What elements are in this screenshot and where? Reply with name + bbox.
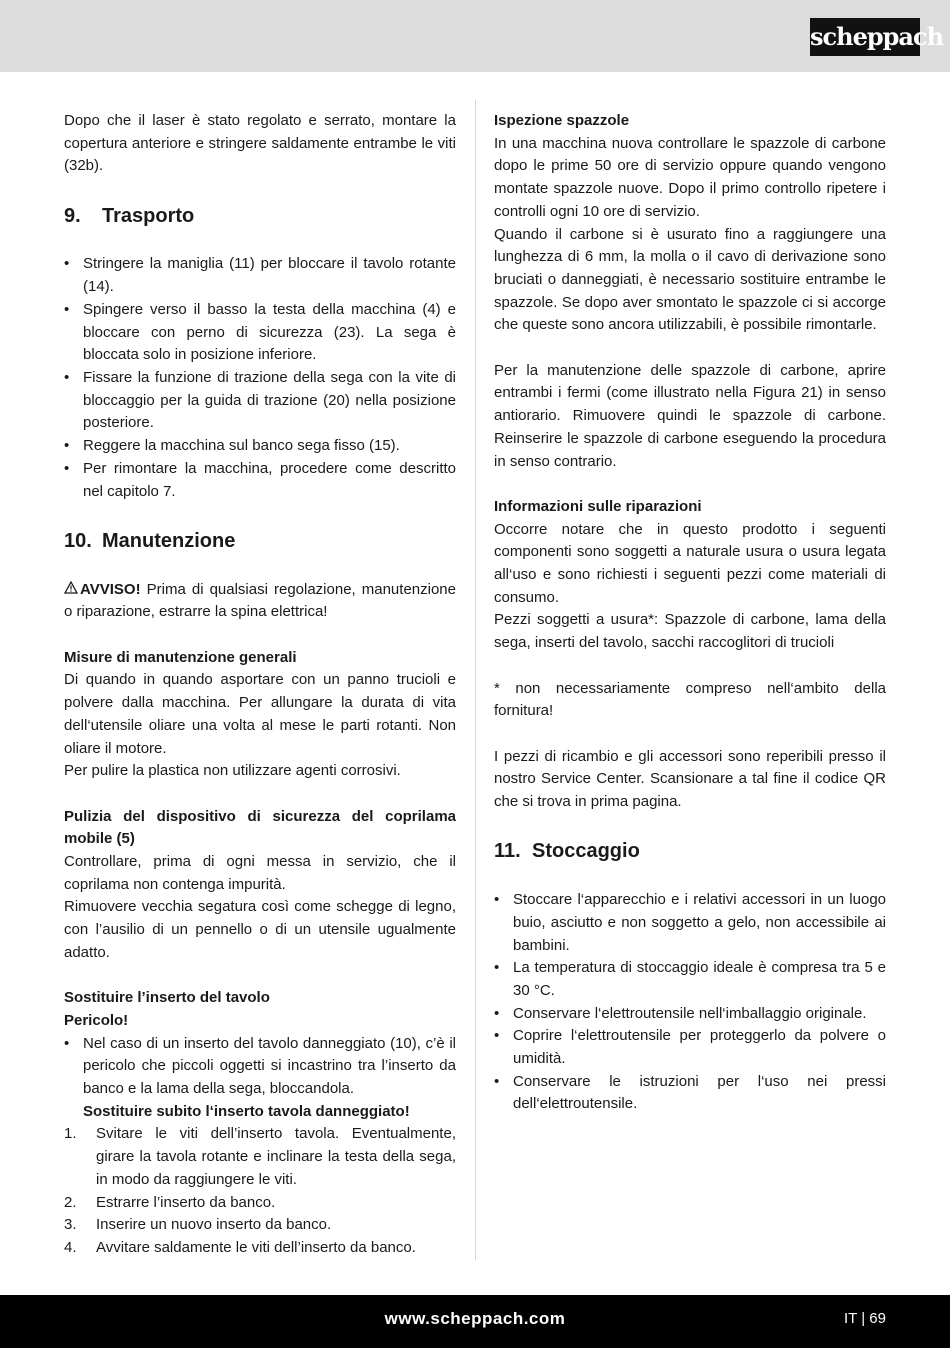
- list-item: • Spingere verso il basso la testa della macchina (4) e bloccare con perno di sicurezza (23). La sega è bloccata solo in posizione inferiore.: [64, 300, 456, 364]
- footer-bar: [0, 1295, 950, 1348]
- danger-label: Pericolo!: [64, 1011, 129, 1029]
- guard-cleaning-text: Controllare, prima di ogni messa in servizio, che il coprilama non contenga impurità.: [64, 853, 456, 893]
- repair-info-title: Informazioni sulle riparazioni: [494, 497, 702, 515]
- list-item: 3. Inserire un nuovo inserto da banco.: [64, 1216, 332, 1234]
- list-item: • Per rimontare la macchina, procedere come descritto nel capitolo 7.: [64, 459, 456, 500]
- list-item: 2. Estrarre l’inserto da banco.: [64, 1193, 276, 1211]
- footer-url: www.scheppach.com: [384, 1309, 566, 1328]
- brush-inspection-text-2: Quando il carbone si è usurato fino a raggiungere una lunghezza di 6 mm, la molla o il cavo di derivazione sono bruciati o danneggiati, è necessario sostituire entrambe le spazzole. Se dopo aver smontato le spazzole ci si accorge che queste sono ancora utilizzabili, è possibile rimontarle.: [494, 225, 886, 334]
- brush-maintenance-text: Per la manutenzione delle spazzole di carbone, aprire entrambi i fermi (come illustrato nella Figura 21) in senso antiorario. Rimuovere quindi le spazzole di carbone. Reinserire le spazzole di carbone eseguendo la procedura in senso contrario.: [494, 361, 886, 470]
- repair-info-text: Occorre notare che in questo prodotto i seguenti componenti sono soggetti a naturale usura o usura legata all‘uso e sono richiesti i seguenti pezzi come materiali di consumo.: [494, 520, 886, 606]
- table-insert-title: Sostituire l’inserto del tavolo: [64, 989, 270, 1007]
- section-heading-maintenance: 10. Manutenzione: [64, 529, 236, 552]
- section-heading-transport: 9. Trasporto: [64, 204, 195, 227]
- warning-triangle-icon: [64, 579, 80, 602]
- column-divider: [475, 100, 476, 1260]
- insert-steps-list: [64, 1123, 456, 1259]
- list-item: 4. Avvitare saldamente le viti dell’inserto da banco.: [64, 1238, 416, 1256]
- list-item: • Reggere la macchina sul banco sega fisso (15).: [64, 437, 400, 455]
- list-item: • Fissare la funzione di trazione della sega con la vite di bloccaggio per la guida di trazione (20) nella posizione posteriore.: [64, 369, 456, 432]
- general-maintenance-text-2: Per pulire la plastica non utilizzare agenti corrosivi.: [64, 762, 401, 780]
- brand-logo: scheppach: [810, 18, 920, 56]
- guard-cleaning-text-2: Rimuovere vecchia segatura così come schegge di legno, con l’ausilio di un pennello o di un utensile ugualmente adatto.: [64, 898, 456, 961]
- list-item: • Stringere la maniglia (11) per bloccare il tavolo rotante (14).: [64, 255, 456, 296]
- intro-paragraph: Dopo che il laser è stato regolato e serrato, montare la copertura anteriore e stringere saldamente entrambe le viti (32b).: [64, 112, 456, 175]
- transport-list: [64, 253, 456, 503]
- left-column: [64, 110, 456, 1260]
- footnote: * non necessariamente compreso nell‘ambito della fornitura!: [494, 679, 886, 720]
- page-number: IT | 69: [844, 1310, 886, 1327]
- list-item: • La temperatura di stoccaggio ideale è compresa tra 5 e 30 °C.: [494, 959, 886, 999]
- header-bar: [0, 0, 950, 72]
- general-maintenance-text: Di quando in quando asportare con un panno trucioli e polvere dalla macchina. Per allungare la durata di vita dell‘utensile oliare una volta al mese le parti rotanti. Non oliare il motore.: [64, 671, 456, 757]
- list-item: • Conservare le istruzioni per l‘uso nei pressi dell‘elettroutensile.: [494, 1072, 886, 1113]
- list-item: • Nel caso di un inserto del tavolo danneggiato (10), c’è il pericolo che piccoli oggetti si incastrino tra l’inserto da banco e la lama della sega, bloccandola. Sostituire subito l‘inserto tavola danneggiato!: [64, 1034, 456, 1120]
- wear-parts-text: Pezzi soggetti a usura*: Spazzole di carbone, lama della sega, inserti del tavolo, sacchi raccoglitori di trucioli: [494, 611, 886, 652]
- storage-list: [494, 889, 886, 1116]
- list-item: 1. Svitare le viti dell’inserto tavola. Eventualmente, girare la tavola rotante e inclinare la testa della sega, in modo da raggiungere le viti.: [64, 1125, 456, 1188]
- list-item: • Conservare l‘elettroutensile nell‘imballaggio originale.: [494, 1004, 867, 1022]
- general-maintenance-title: Misure di manutenzione generali: [64, 648, 297, 666]
- list-item: • Stoccare l‘apparecchio e i relativi accessori in un luogo buio, asciutto e non soggetto a gelo, non accessibile ai bambini.: [494, 891, 886, 954]
- brush-inspection-title: Ispezione spazzole: [494, 112, 630, 129]
- brush-inspection-text: In una macchina nuova controllare le spazzole di carbone dopo le prime 50 ore di servizio oppure quando vengono montate spazzole nuove. Dopo il primo controllo ripetere i controlli ogni 10 ore di servizio.: [494, 134, 886, 220]
- insert-warning-list: [64, 1033, 456, 1124]
- right-column: [494, 110, 886, 1116]
- spare-parts-text: I pezzi di ricambio e gli accessori sono reperibili presso il nostro Service Center. Scansionare a tal fine il codice QR che si trova in prima pagina.: [494, 747, 886, 811]
- guard-cleaning-title: Pulizia del dispositivo di sicurezza del coprilama mobile (5): [64, 807, 456, 848]
- warning-paragraph: AVVISO! Prima di qualsiasi regolazione, manutenzione o riparazione, estrarre la spina elettrica!: [64, 580, 456, 621]
- section-heading-storage: 11. Stoccaggio: [494, 840, 640, 863]
- list-item: • Coprire l‘elettroutensile per proteggerlo da polvere o umidità.: [494, 1027, 886, 1068]
